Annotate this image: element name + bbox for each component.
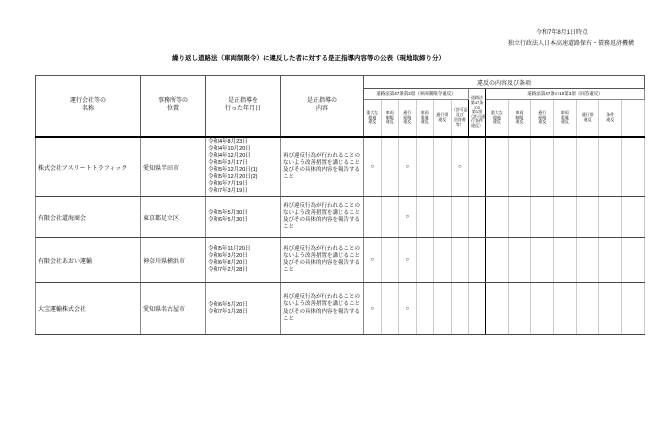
violation-type-header [622, 100, 645, 138]
violation-type-header: 通行帯 違反 [576, 100, 599, 138]
violation-mark-cell [576, 238, 599, 283]
violation-mark-cell [486, 238, 509, 283]
table-row [36, 197, 645, 238]
violation-mark-cell [486, 137, 509, 197]
organization-name: 独立行政法人日本高速道路保有・債務返済機構 [507, 40, 634, 47]
office-location-cell: 東京都足立区 [141, 197, 206, 238]
violation-mark-cell [508, 238, 531, 283]
page-title: 繰り返し道路法（車両制限令）に違反した者に対する是正指導内容等の公表（現地取締り分） [172, 55, 445, 62]
violation-mark-cell [486, 197, 509, 238]
violation-mark-cell [469, 238, 486, 283]
violation-mark-cell [554, 238, 577, 283]
violation-mark-cell: ○ [399, 137, 417, 197]
violation-type-header: 通行帯 違反 [434, 100, 452, 138]
violation-mark-cell [416, 137, 434, 197]
violation-mark-cell [554, 197, 577, 238]
violation-mark-cell [554, 137, 577, 197]
violation-type-header: （許可証 及び 回答書 等） [451, 100, 469, 138]
violation-mark-cell [434, 283, 452, 335]
office-location-cell: 愛知県名古屋市 [141, 283, 206, 335]
violation-type-header: 通行 経路 違反 [399, 100, 417, 138]
as-of-date: 令和7年8月1日時点 [535, 30, 588, 36]
violation-mark-cell: ○ [364, 137, 382, 197]
guidance-dates-cell: 令和5年5月30日 令和6年5月30日 [206, 197, 281, 238]
violation-type-header: 車両 重量 違反 [416, 100, 434, 138]
violation-mark-cell [434, 238, 452, 283]
violation-table [35, 75, 645, 335]
violation-mark-cell [486, 283, 509, 335]
violation-mark-cell [576, 137, 599, 197]
violation-mark-cell: ○ [399, 283, 417, 335]
violation-mark-cell [508, 197, 531, 238]
violation-mark-cell [416, 238, 434, 283]
col-header-company: 運行会社等の 名称 [36, 76, 141, 138]
violation-type-header: 通行 経路 違反 [531, 100, 554, 138]
violation-type-header: 重大な 超過 違反 [364, 100, 382, 138]
violation-mark-cell [364, 197, 382, 238]
violation-mark-cell: ○ [399, 238, 417, 283]
violation-mark-cell [508, 283, 531, 335]
office-location-cell: 愛知県半田市 [141, 137, 206, 197]
violation-mark-cell [599, 283, 622, 335]
violation-mark-cell [451, 238, 469, 283]
violation-mark-cell [381, 197, 399, 238]
violation-mark-cell [531, 137, 554, 197]
group-header-article47-10-3: 道路法第47条の10第3項（回答違反） [486, 89, 645, 100]
guidance-content-cell: 再び違反行為が行われることのないよう改善措置を講じること及びその具体的内容を報告すること [281, 283, 364, 335]
group-header-article47-2: 道路法第47条第2項（車両制限令違反） [364, 89, 469, 100]
violation-mark-cell: ○ [364, 238, 382, 283]
violation-mark-cell [531, 238, 554, 283]
company-name-cell: 有限会社あおい運輸 [36, 238, 141, 283]
office-location-cell: 神奈川県横浜市 [141, 238, 206, 283]
violation-mark-cell [381, 238, 399, 283]
violation-mark-cell [576, 197, 599, 238]
guidance-content-cell: 再び違反行為が行われることのないよう改善措置を講じること及びその具体的内容を報告すること [281, 137, 364, 197]
guidance-dates-cell: 令和6年5月20日 令和7年1月28日 [206, 283, 281, 335]
violation-mark-cell [381, 283, 399, 335]
violation-type-header: 車両 重量 違反 [554, 100, 577, 138]
meta-block [508, 28, 634, 50]
violation-mark-cell [434, 197, 452, 238]
violation-mark-cell [381, 137, 399, 197]
violation-mark-cell [451, 283, 469, 335]
violation-mark-cell [599, 238, 622, 283]
company-name-cell: 大宝運輸株式会社 [36, 283, 141, 335]
violation-mark-cell [531, 197, 554, 238]
company-name-cell: 有限会社道海商会 [36, 197, 141, 238]
guidance-dates-cell: 令和4年8月23日 令和4年10月20日 令和4年12月20日 令和5年3月17日 令和5年12月20日(1) 令和5年12月20日(2) 令和6年7月19日 令和7年3月19日 [206, 137, 281, 197]
violation-mark-cell: ○ [364, 283, 382, 335]
violation-mark-cell [622, 137, 645, 197]
violation-mark-cell: ○ [451, 137, 469, 197]
violation-mark-cell [599, 197, 622, 238]
company-name-cell: 株式会社アスリートトラフィック [36, 137, 141, 197]
col-header-dates: 是正指導を 行った年月日 [206, 76, 281, 138]
violation-mark-cell [416, 283, 434, 335]
group-header-article47-2-1: 道路法 第47条 の2 第1項 （許可通 行条件 違反） [469, 89, 486, 138]
violation-mark-cell [434, 137, 452, 197]
violation-mark-cell [508, 137, 531, 197]
violation-section-header: 違反の内容及び条項 [364, 76, 645, 89]
violation-type-header: 条件 違反 [599, 100, 622, 138]
violation-mark-cell [469, 283, 486, 335]
violation-mark-cell [622, 283, 645, 335]
violation-type-header: 車両 制限 違反 [381, 100, 399, 138]
violation-mark-cell [451, 197, 469, 238]
col-header-location: 事務所等の 位置 [141, 76, 206, 138]
col-header-guidance: 是正指導の 内容 [281, 76, 364, 138]
guidance-dates-cell: 令和5年11月20日 令和6年3月20日 令和6年8月20日 令和7年2月28日 [206, 238, 281, 283]
table-row [36, 283, 645, 335]
table-row [36, 137, 645, 197]
violation-type-header: 車両 制限 違反 [508, 100, 531, 138]
violation-mark-cell [554, 283, 577, 335]
violation-mark-cell [622, 238, 645, 283]
guidance-content-cell: 再び違反行為が行われることのないよう改善措置を講じること及びその具体的内容を報告すること [281, 238, 364, 283]
violation-type-header: 重大な 超過 違反 [486, 100, 509, 138]
violation-mark-cell [416, 197, 434, 238]
violation-mark-cell [599, 137, 622, 197]
guidance-content-cell: 再び違反行為が行われることのないよう改善措置を講じること及びその具体的内容を報告すること [281, 197, 364, 238]
violation-mark-cell [531, 283, 554, 335]
violation-mark-cell [576, 283, 599, 335]
violation-mark-cell [622, 197, 645, 238]
violation-mark-cell: ○ [399, 197, 417, 238]
violation-mark-cell [469, 137, 486, 197]
violation-mark-cell [469, 197, 486, 238]
table-body [36, 137, 645, 335]
table-header [36, 76, 645, 138]
table-row [36, 238, 645, 283]
